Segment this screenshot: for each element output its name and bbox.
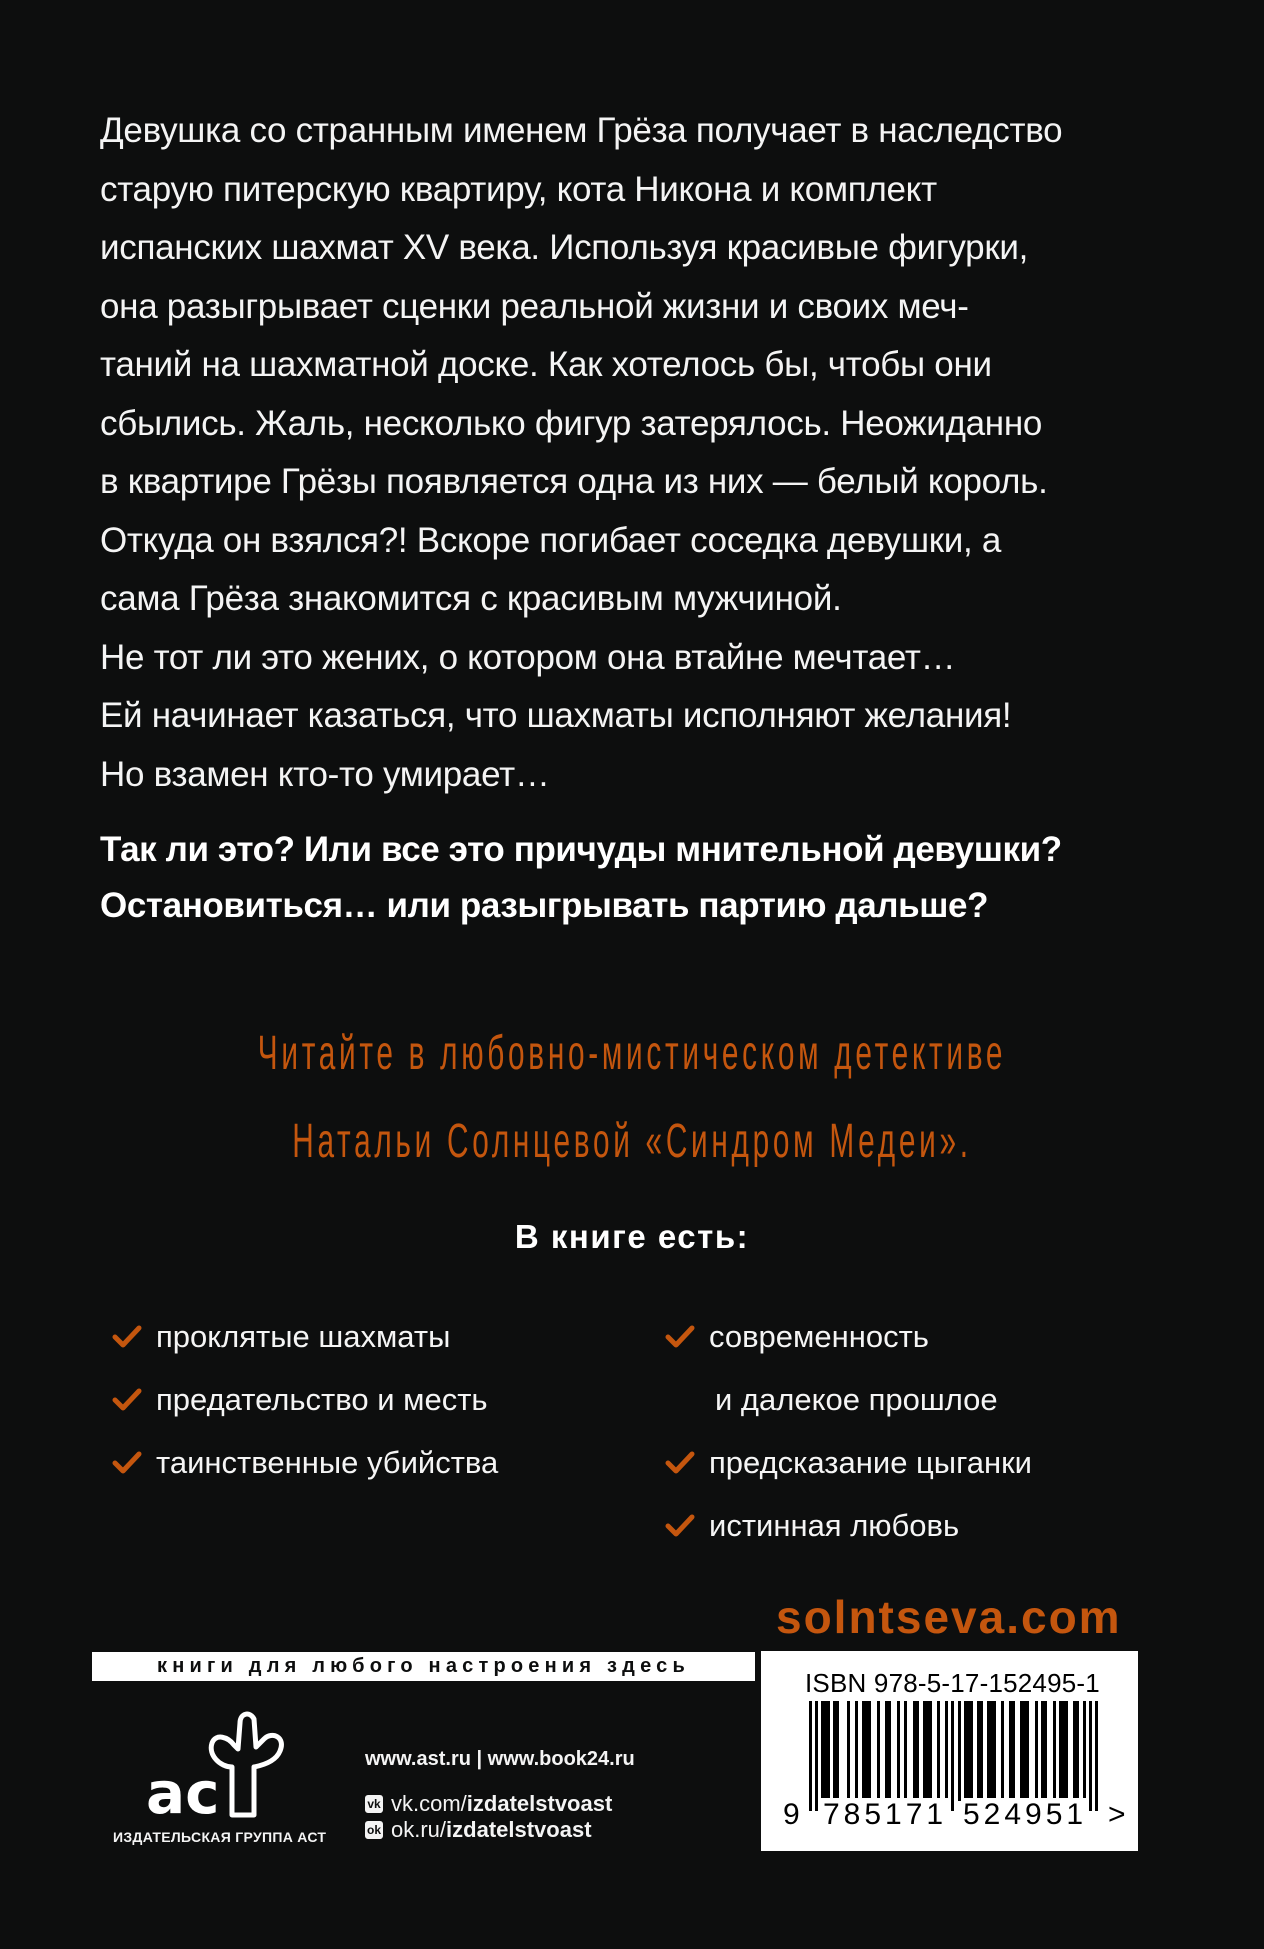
checkmark-icon — [665, 1513, 695, 1539]
annotation-line: сбылись. Жаль, несколько фигур затерялось. Неожиданно — [100, 403, 1043, 443]
isbn-barcode-block — [761, 1651, 1138, 1851]
feature-label: истинная любовь — [709, 1507, 960, 1543]
annotation-line: испанских шахмат XV века. Используя красивые фигурки, — [100, 228, 1029, 267]
promo-text — [240, 1010, 1024, 1186]
teaser-line: Остановиться… или разыгрывать партию дальше? — [100, 886, 989, 925]
isbn-label: ISBN 978-5-17-152495-1 — [805, 1668, 1100, 1698]
annotation-line: Девушка со странным именем Грёза получает в наследство — [100, 111, 1063, 150]
annotation-line: Откуда он взялся?! Вскоре погибает соседка девушки, а — [100, 520, 1002, 560]
isbn-end-marker: > — [1108, 1798, 1130, 1831]
annotation-line: старую питерскую квартиру, кота Никона и комплект — [100, 169, 937, 209]
feature-label: предсказание цыганки — [709, 1444, 1032, 1480]
annotation-line: в квартире Грёзы появляется одна из них — белый король. — [100, 462, 1048, 501]
barcode-icon — [809, 1701, 1101, 1811]
feature-item — [112, 1305, 498, 1368]
feature-label: и далекое прошлое — [715, 1381, 998, 1417]
social-link-vk[interactable] — [365, 1791, 635, 1817]
feature-label: современность — [709, 1318, 929, 1354]
publisher-name: ИЗДАТЕЛЬСКАЯ ГРУППА АСТ — [113, 1829, 327, 1845]
checkmark-icon — [112, 1324, 142, 1350]
checkmark-icon — [665, 1450, 695, 1476]
features-right-column — [665, 1305, 1032, 1557]
promo-line: Читайте в любовно-мистическом детективе — [257, 1027, 1007, 1080]
feature-label: предательство и месть — [156, 1381, 488, 1417]
social-handle: izdatelstvoast — [446, 1817, 592, 1842]
features-title: В книге есть: — [514, 1218, 750, 1255]
feature-item — [665, 1305, 1032, 1368]
publisher-websites[interactable]: www.ast.ru | www.book24.ru — [365, 1748, 635, 1770]
vk-icon: vk — [365, 1795, 383, 1813]
svg-text:ac: ac — [146, 1759, 220, 1825]
social-prefix: ok.ru/ — [391, 1817, 447, 1842]
annotation-line: она разыгрывает сценки реальной жизни и своих меч- — [100, 286, 969, 326]
feature-item — [112, 1368, 498, 1431]
social-handle: izdatelstvoast — [466, 1791, 613, 1816]
publisher-tagline: книги для любого настроения здесь — [92, 1652, 755, 1681]
feature-item — [665, 1494, 1032, 1557]
isbn-digits-group1: 785171 — [823, 1798, 948, 1831]
annotation-line: Ей начинает казаться, что шахматы исполняют желания! — [100, 696, 1012, 735]
feature-label: таинственные убийства — [156, 1444, 499, 1480]
feature-item — [665, 1431, 1032, 1494]
feature-item-continuation — [665, 1368, 1032, 1431]
ast-logo-icon — [140, 1705, 290, 1825]
promo-line: Натальи Солнцевой «Синдром Медеи». — [292, 1115, 972, 1168]
checkmark-icon — [112, 1450, 142, 1476]
annotation-line: таний на шахматной доске. Как хотелось бы, чтобы они — [100, 345, 992, 384]
social-prefix: vk.com/ — [391, 1791, 467, 1816]
annotation-line: Но взамен кто-то умирает… — [100, 754, 550, 794]
isbn-digit-first: 9 — [783, 1798, 804, 1831]
author-website-link[interactable]: solntseva.com — [776, 1591, 1122, 1643]
feature-label: проклятые шахматы — [156, 1318, 451, 1354]
social-link-ok[interactable] — [365, 1817, 635, 1843]
book-annotation — [100, 102, 1180, 804]
publisher-links — [365, 1748, 635, 1843]
feature-item — [112, 1431, 498, 1494]
annotation-line: сама Грёза знакомится с красивым мужчиной. — [100, 579, 842, 618]
features-left-column — [112, 1305, 498, 1494]
annotation-line: Не тот ли это жених, о котором она втайне мечтает… — [100, 637, 956, 677]
isbn-digits-group2: 524951 — [963, 1798, 1088, 1831]
checkmark-icon — [112, 1387, 142, 1413]
checkmark-icon — [665, 1324, 695, 1350]
teaser-questions — [100, 822, 1180, 934]
ok-icon: ok — [366, 1823, 381, 1837]
teaser-line: Так ли это? Или все это причуды мнительной девушки? — [100, 830, 1062, 869]
